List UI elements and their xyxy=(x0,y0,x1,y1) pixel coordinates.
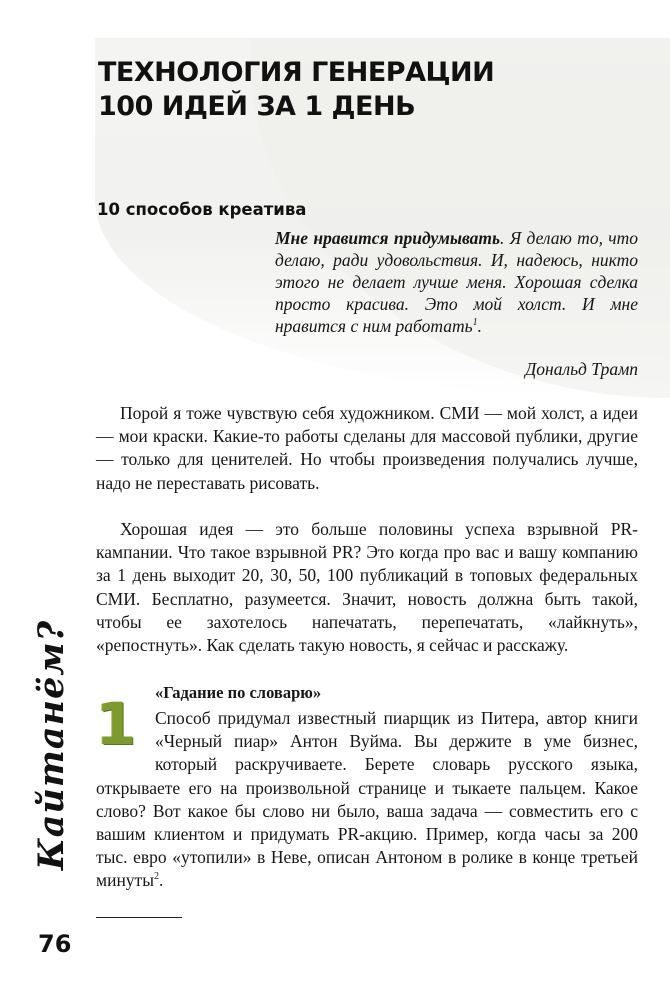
chapter-title xyxy=(98,56,494,124)
epigraph-text: . Я делаю то, что делаю, ради удовольствия. И, надеюсь, никто этого не делает лучше меня. Хорошая сделка просто красива. Это мой холст. И мне нравится с ним работать xyxy=(275,228,638,336)
chapter-title-line-2: 100 ИДЕЙ ЗА 1 ДЕНЬ xyxy=(98,91,416,122)
method-body xyxy=(96,707,638,893)
chapter-title-line-1: ТЕХНОЛОГИЯ ГЕНЕРАЦИИ xyxy=(98,57,495,88)
method-body-end: . xyxy=(158,870,164,891)
section-heading: 10 способов креатива xyxy=(97,200,307,219)
method-title: «Гадание по словарю» xyxy=(155,683,322,702)
page-number: 76 xyxy=(38,930,72,958)
body-paragraph-2: Хорошая идея — это больше половины успеха взрывной PR-кампании. Что такое взрывной PR? Это когда про вас и вашу компанию за 1 день выходит 20, 30, 50, 100 публикаций в топовых федеральных СМИ. Бесплатно, разумеется. Значит, новость должна быть такой, чтобы ее захотелось напечатать, перепечатать, «лайкнуть», «репостнуть». Как сделать такую новость, я сейчас и расскажу. xyxy=(96,519,638,656)
method-number: 1 xyxy=(95,690,137,758)
epigraph-end: . xyxy=(477,316,482,336)
footnote-ref-2: 2 xyxy=(153,871,159,883)
method-body-text: Способ придумал известный пиарщик из Питера, автор книги «Черный пиар» Антон Вуйма. Вы держите в уме бизнес, который раскручиваете. Берете словарь русского языка, открываете его на произвольной странице и тыкаете пальцем. Какое слово? Вот какое бы слово ни было, ваша задача — совместить его с вашим клиентом и придумать PR-акцию. Пример, когда часы за 200 тыс. евро «утопили» в Неве, описан Антоном в ролике в конце третьей минуты xyxy=(96,708,638,891)
epigraph-quote xyxy=(275,227,638,337)
body-paragraph-1: Порой я тоже чувствую себя художником. СМИ — мой холст, а идеи — мои краски. Какие-то работы сделаны для массовой публики, другие — только для ценителей. Но чтобы произведения получались лучше, надо не переставать рисовать. xyxy=(96,403,638,493)
side-brand-logo: Кайтанём? xyxy=(31,619,72,871)
epigraph-author: Дональд Трамп xyxy=(525,359,638,379)
footnote-divider xyxy=(96,917,182,918)
epigraph-lead: Мне нравится придумывать xyxy=(275,228,501,248)
footnote-ref-1: 1 xyxy=(472,317,478,329)
